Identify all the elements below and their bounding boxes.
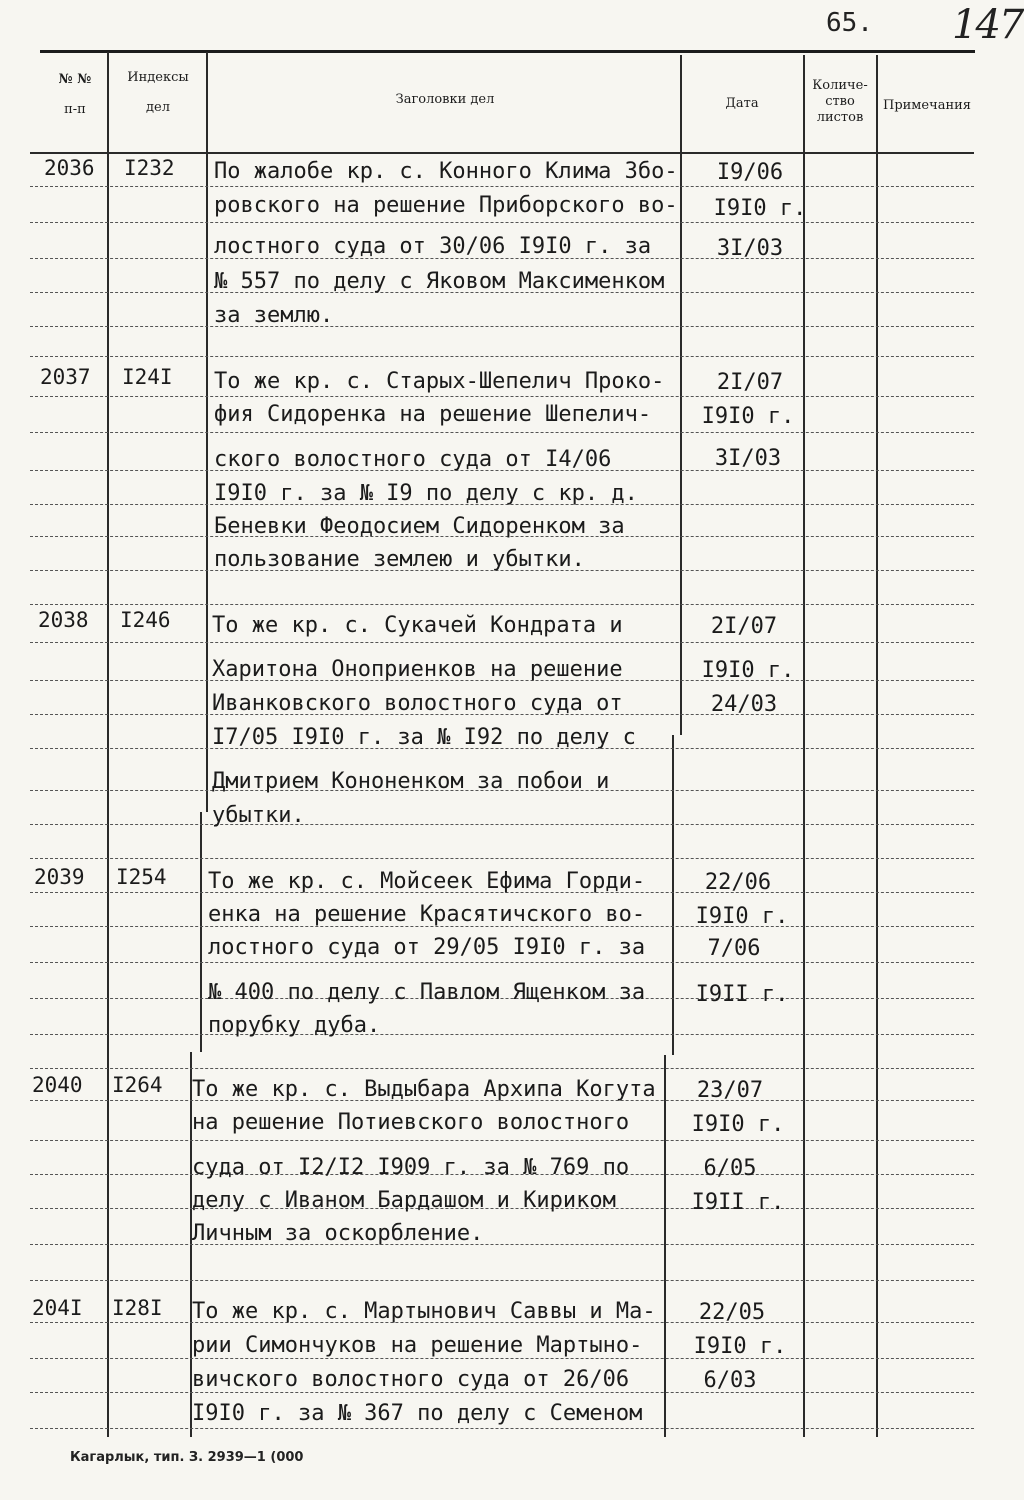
entry-date: I9I0 г. <box>701 658 795 683</box>
entry-title-line: I9I0 г. за № 367 по делу с Семеном <box>192 1401 643 1426</box>
ruled-line <box>30 824 974 826</box>
entry-date: 2I/07 <box>710 614 778 639</box>
ruled-line <box>30 642 974 644</box>
entry-date: 6/03 <box>703 1368 757 1393</box>
header-sheets <box>804 78 876 126</box>
entry-title-line: По жалобе кр. с. Конного Клима Збо- <box>214 159 678 184</box>
entry-date: I9II г. <box>695 982 789 1007</box>
entry-number: 2040 <box>32 1073 83 1097</box>
page-number: 65. <box>826 8 873 38</box>
entry-date: I9/06 <box>716 160 784 185</box>
ruled-line <box>30 222 974 224</box>
entry-number: 2037 <box>40 365 91 389</box>
column-divider <box>680 55 682 735</box>
entry-date: I9I0 г. <box>691 1112 785 1137</box>
entry-title-line: пользование землею и убытки. <box>214 547 585 572</box>
entry-title-line: рии Симончуков на решение Мартыно- <box>192 1333 643 1358</box>
entry-index: I254 <box>116 865 167 889</box>
entry-title-line: То же кр. с. Сукачей Кондрата и <box>212 613 623 638</box>
header-sheets-line1: Количе- <box>812 78 868 93</box>
column-divider <box>803 55 805 1437</box>
entry-title-line: Дмитрием Кононенком за побои и <box>212 769 610 794</box>
entry-title-line: Иванковского волостного суда от <box>212 691 623 716</box>
archive-folio-number: 147 <box>952 2 1023 48</box>
entry-index: I24I <box>122 365 173 389</box>
entry-date: 22/05 <box>698 1300 766 1325</box>
header-index-line1: Индексы <box>127 70 189 85</box>
entry-number: 204I <box>32 1296 83 1320</box>
entry-date: 6/05 <box>703 1156 757 1181</box>
header-sheets-line2: ство <box>825 94 855 109</box>
ruled-line <box>30 1280 974 1282</box>
ruled-line <box>30 604 974 606</box>
column-divider <box>876 55 878 1437</box>
entry-title-line: убытки. <box>212 803 305 828</box>
entry-date: I9I0 г. <box>701 404 795 429</box>
entry-title-line: То же кр. с. Мартынович Саввы и Ма- <box>192 1299 656 1324</box>
entry-date: 3I/03 <box>714 446 782 471</box>
entry-title-line: енка на решение Красятичского во- <box>208 902 646 927</box>
column-divider <box>664 1055 666 1437</box>
header-notes: Примечания <box>882 98 971 113</box>
entry-title-line: на решение Потиевского волостного <box>192 1110 630 1135</box>
entry-index: I232 <box>124 156 175 180</box>
entry-title-line: То же кр. с. Старых-Шепелич Проко- <box>214 369 665 394</box>
entry-title-line: Харитона Оноприенков на решение <box>212 657 623 682</box>
entry-number: 2038 <box>38 608 89 632</box>
entry-title-line: лостного суда от 29/05 I9I0 г. за <box>208 935 646 960</box>
header-number-line1: № № <box>58 72 92 87</box>
ruled-line <box>30 858 974 860</box>
entry-date: I9I0 г. <box>713 196 807 221</box>
ruled-line <box>30 1068 974 1070</box>
header-bottom-rule <box>30 152 974 154</box>
header-index-line2: дел <box>146 100 170 115</box>
header-number <box>42 70 108 120</box>
entry-index: I264 <box>112 1073 163 1097</box>
entry-title-line: То же кр. с. Мойсеек Ефима Горди- <box>208 869 646 894</box>
entry-title-line: Беневки Феодосием Сидоренком за <box>214 514 625 539</box>
entry-date: 22/06 <box>704 870 772 895</box>
entry-title-line: лостного суда от 30/06 I9I0 г. за <box>214 234 652 259</box>
entry-title-line: фия Сидоренка на решение Шепелич- <box>214 402 652 427</box>
entry-title-line: Личным за оскорбление. <box>192 1221 484 1246</box>
entry-date: I9II г. <box>691 1190 785 1215</box>
entry-title-line: № 557 по делу с Яковом Максименком <box>214 269 665 294</box>
entry-title-line: делу с Иваном Бардашом и Кириком <box>192 1188 616 1213</box>
entry-date: 7/06 <box>707 936 761 961</box>
entry-date: 2I/07 <box>716 370 784 395</box>
entry-number: 2039 <box>34 865 85 889</box>
entry-date: I9I0 г. <box>695 904 789 929</box>
column-divider <box>200 812 202 1052</box>
header-number-line2: п-п <box>64 102 86 117</box>
entry-title-line: вичского волостного суда от 26/06 <box>192 1367 630 1392</box>
entry-title-line: ского волостного суда от I4/06 <box>214 447 612 472</box>
entry-title-line: за землю. <box>214 303 334 328</box>
header-index <box>110 68 206 118</box>
entry-title-line: суда от I2/I2 I909 г. за № 769 по <box>192 1155 630 1180</box>
header-sheets-line3: листов <box>816 110 864 125</box>
entry-date: 24/03 <box>710 692 778 717</box>
entry-date: 23/07 <box>696 1078 764 1103</box>
header-date: Дата <box>725 96 759 111</box>
entry-title-line: № 400 по делу с Павлом Ященком за <box>208 980 646 1005</box>
ruled-line <box>30 432 974 434</box>
entry-title-line: ровского на решение Приборского во- <box>214 193 678 218</box>
entry-title-line: I9I0 г. за № I9 по делу с кр. д. <box>214 481 638 506</box>
entry-title-line: То же кр. с. Выдыбара Архипа Когута <box>192 1077 656 1102</box>
printer-imprint: Кагарлык, тип. З. 2939—1 (000 <box>70 1450 304 1465</box>
entry-index: I246 <box>120 608 171 632</box>
entry-title-line: I7/05 I9I0 г. за № I92 по делу с <box>212 725 636 750</box>
ruled-line <box>30 1244 974 1246</box>
entry-index: I28I <box>112 1296 163 1320</box>
ruled-line <box>30 326 974 328</box>
entry-title-line: порубку дуба. <box>208 1013 381 1038</box>
top-rule <box>40 50 975 53</box>
entry-date: I9I0 г. <box>693 1334 787 1359</box>
ruled-line <box>30 1034 974 1036</box>
ruled-line <box>30 356 974 358</box>
entry-number: 2036 <box>44 156 95 180</box>
ruled-line <box>30 1140 974 1142</box>
entry-date: 3I/03 <box>716 236 784 261</box>
header-titles: Заголовки дел <box>395 92 495 107</box>
column-divider <box>672 735 674 1055</box>
